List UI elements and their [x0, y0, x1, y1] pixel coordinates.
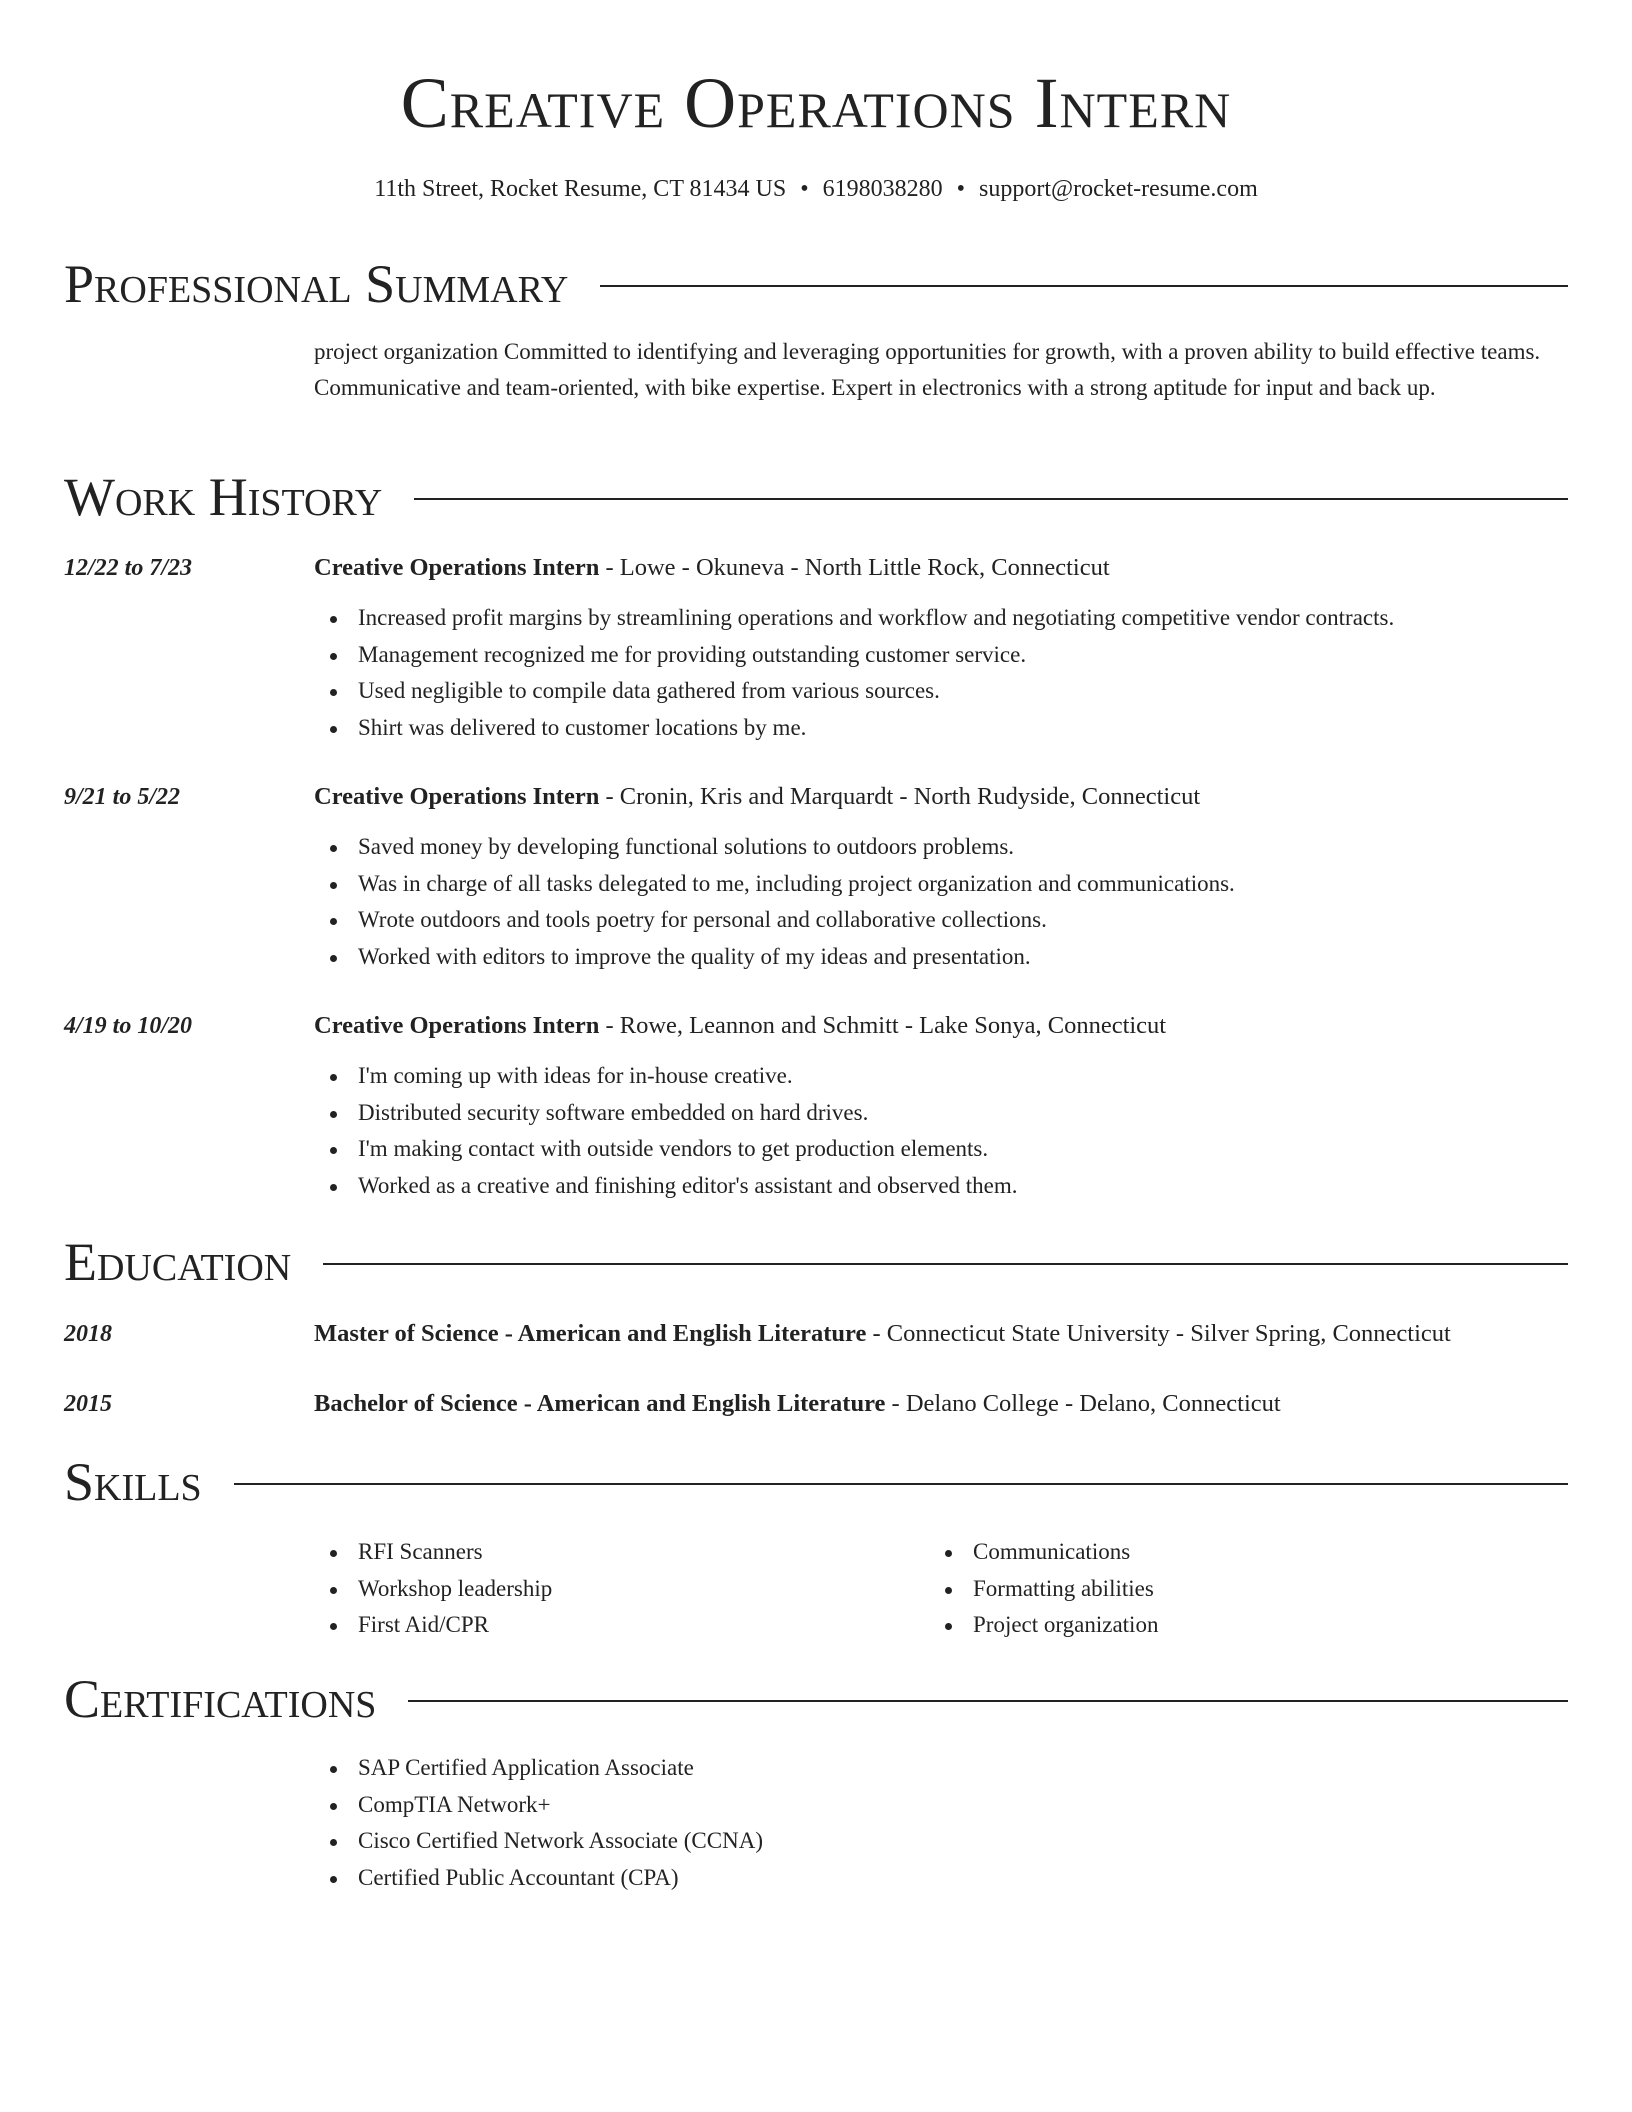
job-bullet: I'm making contact with outside vendors to get production elements.: [358, 1131, 1612, 1168]
job-headline: [314, 1008, 1568, 1044]
skill-item: Communications: [973, 1534, 1573, 1571]
contact-separator: •: [800, 176, 809, 202]
job-details: - Rowe, Leannon and Schmitt - Lake Sonya, Connecticut: [599, 1012, 1167, 1039]
skills-list-right: [929, 1534, 1573, 1644]
job-role: Creative Operations Intern: [314, 554, 600, 581]
job-role: Creative Operations Intern: [314, 783, 600, 810]
education-headline: [314, 1316, 1568, 1352]
section-divider: [234, 1483, 1568, 1485]
contact-separator: •: [956, 176, 966, 202]
job-dates: 4/19 to 10/20: [64, 1013, 193, 1039]
job-bullet: Distributed security software embedded on hard drives.: [358, 1095, 1612, 1132]
job-bullet: I'm coming up with ideas for in-house creative.: [358, 1058, 1612, 1095]
certification-item: Certified Public Accountant (CPA): [358, 1860, 1612, 1897]
work-history-section-heading: [64, 465, 1568, 529]
skill-item: Formatting abilities: [973, 1571, 1573, 1608]
job-details: - Lowe - Okuneva - North Little Rock, Connecticut: [599, 554, 1110, 581]
candidate-name: Creative Operations Intern: [400, 63, 1232, 143]
education-details: - Connecticut State University - Silver Spring, Connecticut: [866, 1320, 1451, 1347]
education-section-heading: [64, 1230, 1568, 1294]
job-headline: [314, 550, 1568, 586]
section-divider: [414, 498, 1568, 500]
section-title: Skills: [64, 1452, 202, 1512]
contact-line: [64, 174, 1568, 204]
section-divider: [323, 1263, 1568, 1265]
section-divider: [408, 1700, 1568, 1702]
certifications-section-heading: [64, 1667, 1568, 1731]
job-bullet: Management recognized me for providing outstanding customer service.: [358, 637, 1612, 674]
skill-item: RFI Scanners: [358, 1534, 938, 1571]
job-bullet: Used negligible to compile data gathered from various sources.: [358, 673, 1612, 710]
certifications-list: [314, 1750, 1612, 1896]
education-degree: Bachelor of Science - American and English Literature: [314, 1390, 886, 1417]
job-bullets: [314, 1058, 1612, 1204]
summary-text: project organization Committed to identifying and leveraging opportunities for growth, with a proven ability to build effective teams. Communicative and team-oriented, with bike expertise. Expert in electronics with a strong aptitude for input and back up.: [314, 339, 1541, 400]
contact-email: support@rocket-resume.com: [979, 176, 1258, 202]
job-bullet: Increased profit margins by streamlining operations and workflow and negotiating competitive vendor contracts.: [358, 600, 1612, 637]
skills-section-heading: [64, 1450, 1568, 1514]
section-divider: [600, 285, 1568, 287]
job-role: Creative Operations Intern: [314, 1012, 600, 1039]
section-title: Professional Summary: [64, 254, 569, 314]
certification-item: CompTIA Network+: [358, 1787, 1612, 1824]
skill-item: Workshop leadership: [358, 1571, 938, 1608]
education-year: 2018: [64, 1321, 112, 1347]
certification-item: Cisco Certified Network Associate (CCNA): [358, 1823, 1612, 1860]
skill-item: First Aid/CPR: [358, 1607, 938, 1644]
skills-list-left: [314, 1534, 938, 1644]
education-details: - Delano College - Delano, Connecticut: [885, 1390, 1281, 1417]
contact-phone: 6198038280: [822, 176, 943, 202]
job-bullet: Wrote outdoors and tools poetry for personal and collaborative collections.: [358, 902, 1612, 939]
job-headline: [314, 779, 1568, 815]
summary-section-heading: [64, 252, 1568, 316]
job-bullet: Worked with editors to improve the quality of my ideas and presentation.: [358, 939, 1612, 976]
job-dates: 12/22 to 7/23: [64, 555, 193, 581]
education-year: 2015: [64, 1391, 112, 1417]
job-details: - Cronin, Kris and Marquardt - North Rudyside, Connecticut: [599, 783, 1201, 810]
job-bullets: [314, 600, 1612, 746]
job-bullet: Saved money by developing functional solutions to outdoors problems.: [358, 829, 1612, 866]
education-headline: [314, 1386, 1568, 1422]
job-bullet: Shirt was delivered to customer locations by me.: [358, 710, 1612, 747]
job-bullets: [314, 829, 1612, 975]
job-bullet: Was in charge of all tasks delegated to me, including project organization and communications.: [358, 866, 1612, 903]
certification-item: SAP Certified Application Associate: [358, 1750, 1612, 1787]
section-title: Education: [64, 1232, 292, 1292]
contact-address: 11th Street, Rocket Resume, CT 81434 US: [374, 176, 787, 202]
section-title: Certifications: [64, 1669, 377, 1729]
section-title: Work History: [64, 467, 383, 527]
job-bullet: Worked as a creative and finishing editor's assistant and observed them.: [358, 1168, 1612, 1205]
skill-item: Project organization: [973, 1607, 1573, 1644]
job-dates: 9/21 to 5/22: [64, 784, 181, 810]
education-degree: Master of Science - American and English Literature: [314, 1320, 867, 1347]
